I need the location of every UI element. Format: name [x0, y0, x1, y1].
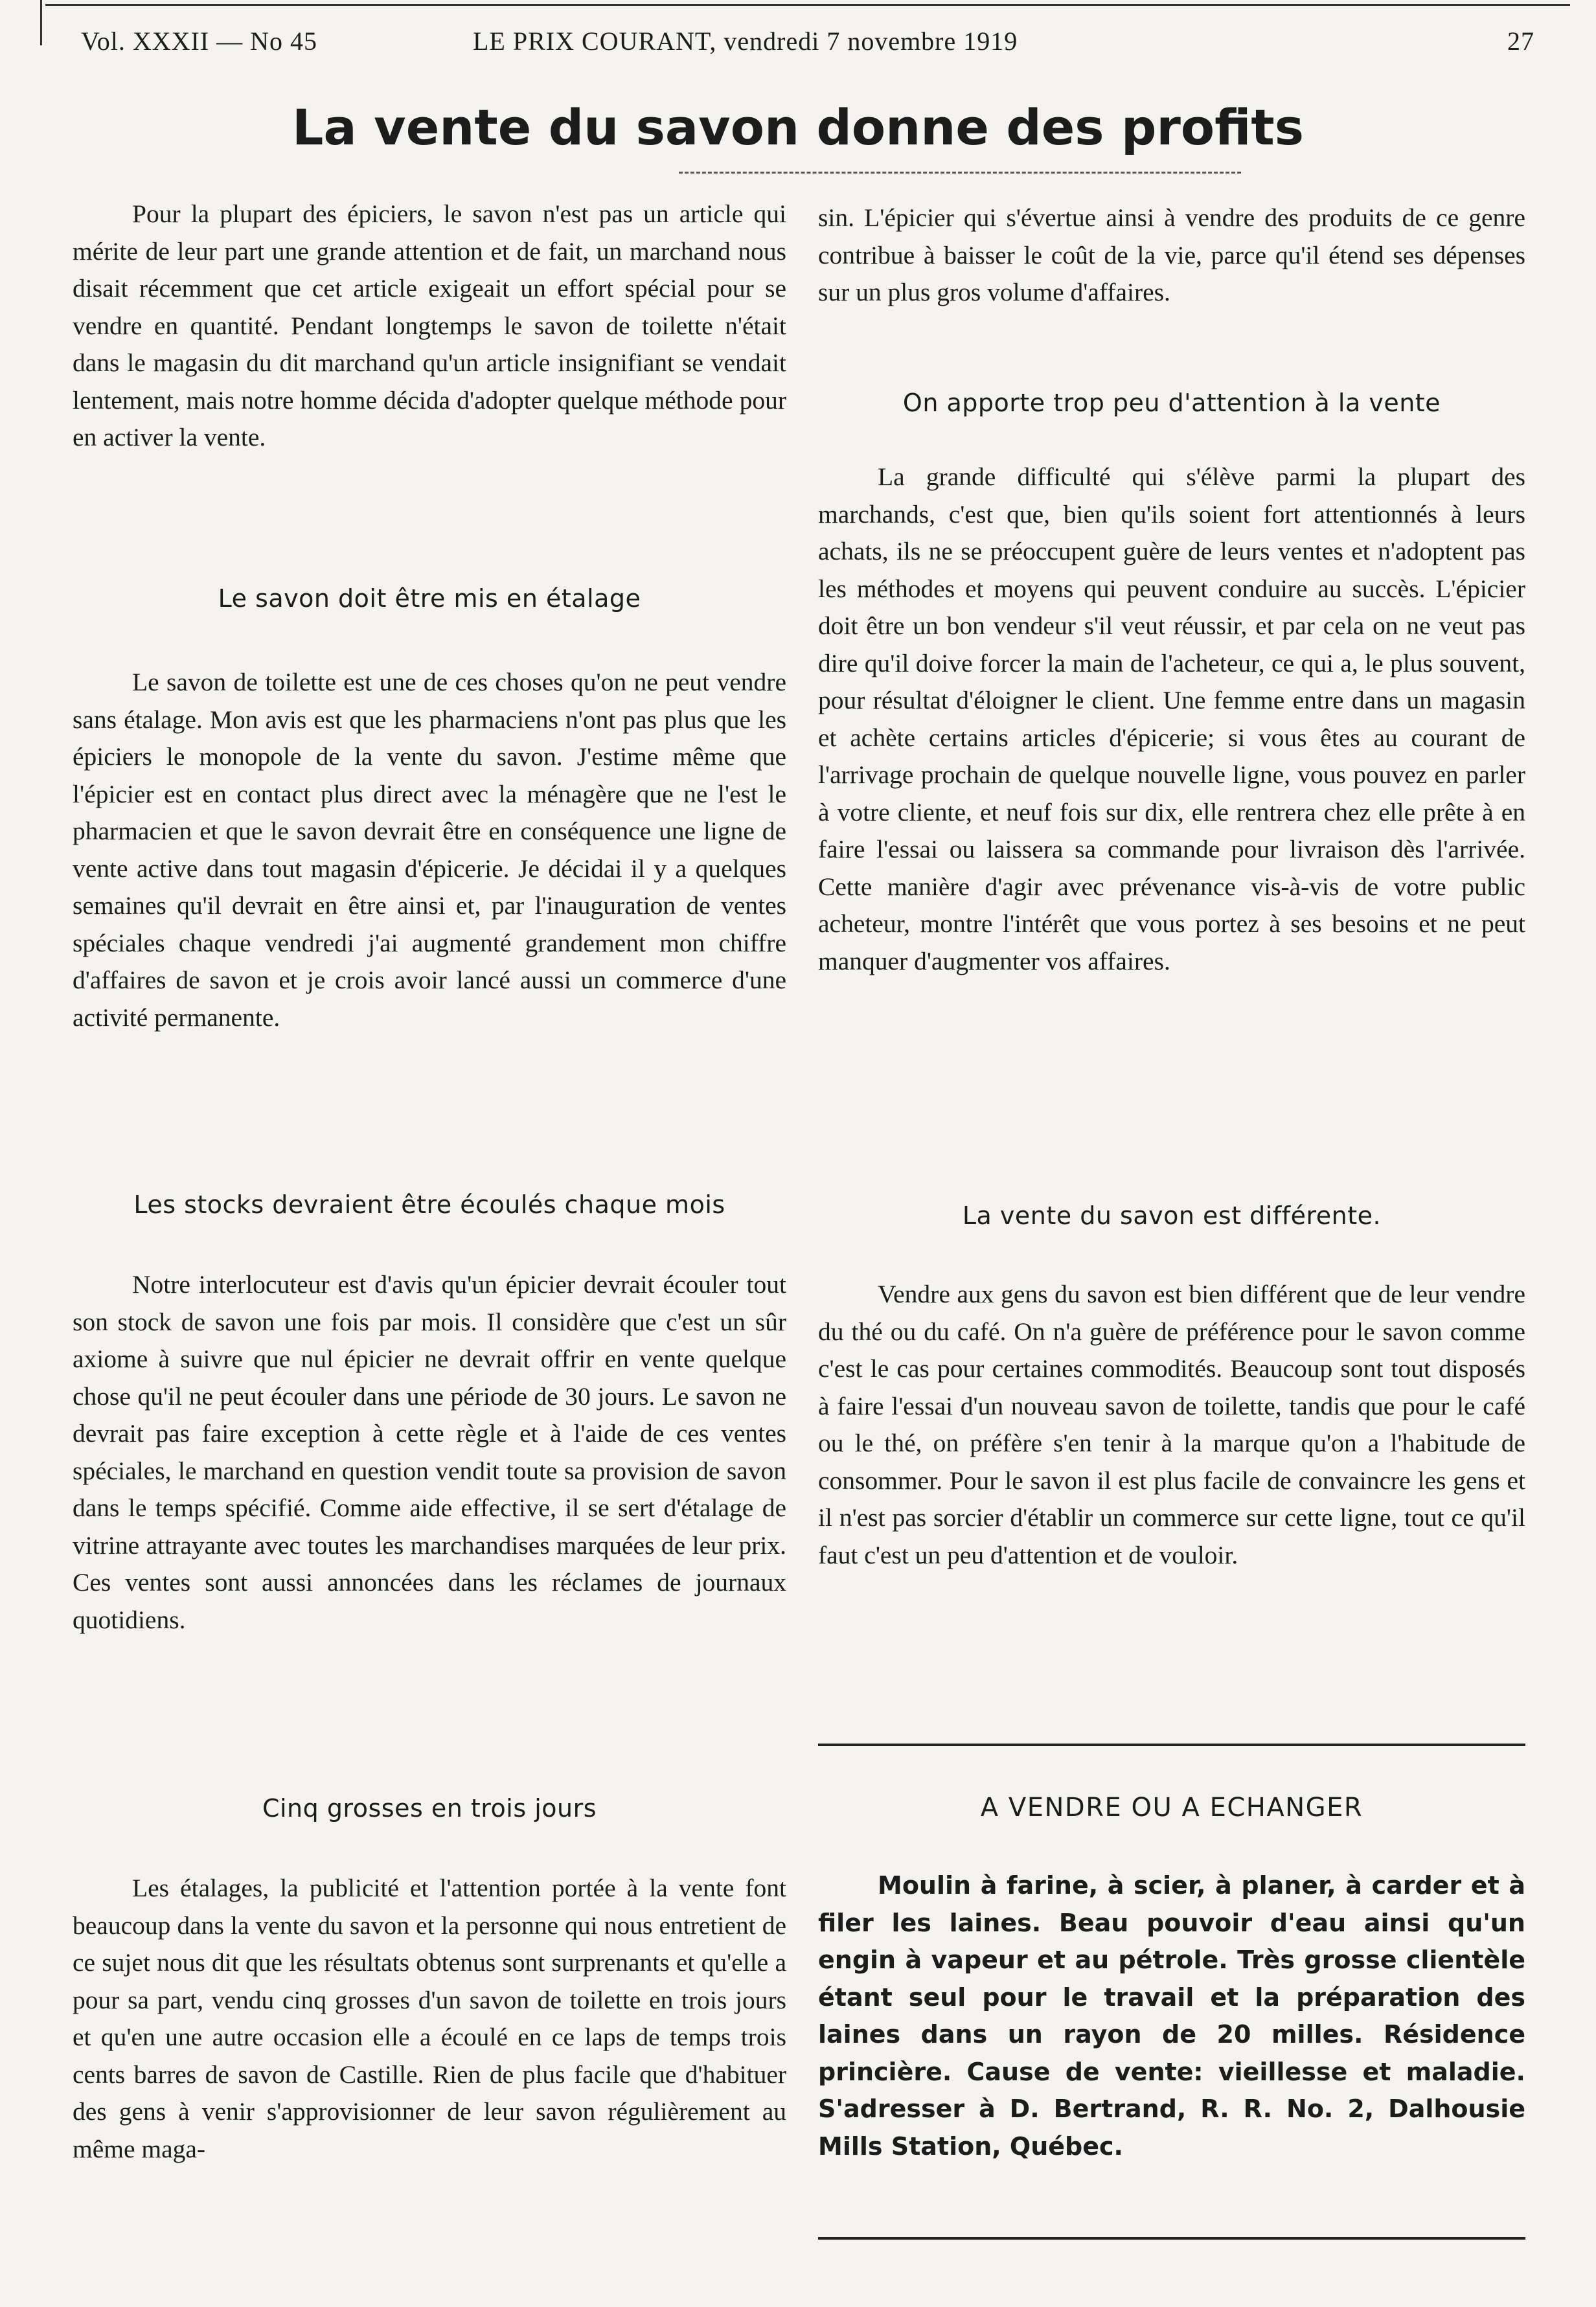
section-heading-attention: On apporte trop peu d'attention à la vente: [902, 389, 1441, 417]
article-title: La vente du savon donne des profits: [292, 98, 1304, 156]
classified-bottom-rule: [818, 2237, 1525, 2240]
section-heading-difference: La vente du savon est différente.: [962, 1201, 1382, 1230]
section-body-stocks: Notre interlocuteur est d'avis qu'un épicier devrait écouler tout son stock de savon une fois par mois. Il considère que c'est un sûr axiome à suivre que nul épicier ne devrait offrir en vente quelque chose qu'il ne peut écouler dans une période de 30 jours. Le savon ne devrait pas faire exception à cette règle et à l'aide de ces ventes spéciales, le marchand en question vendit toute sa provision de savon dans le temps spécifié. Comme aide effective, il se sert d'étalage de vitrine attrayante avec toutes les marchandises marquées de leur prix. Ces ventes sont aussi annoncées dans les réclames de journaux quotidiens.: [73, 1270, 786, 1634]
section-body-cinq-grosses: Les étalages, la publicité et l'attention portée à la vente font beaucoup dans la vente du savon et la personne qui nous entretient de ce sujet nous dit que les résultats obtenus sont surprenants et qu'elle a pour sa part, vendu cinq grosses d'un savon de toilette en trois jours et qu'en une autre occasion elle a écoulé en ce laps de temps trois cents barres de savon de Castille. Rien de plus facile que d'habituer des gens à venir s'approvisionner de leur savon régulièrement au même maga-: [73, 1874, 786, 2163]
section-body-etalage: Le savon de toilette est une de ces choses qu'on ne peut vendre sans étalage. Mon avis est que les pharmaciens n'ont pas plus que les épiciers le monopole de la vente du savon. J'estime même que l'épicier est en contact plus direct avec la ménagère que ne l'est le pharmacien et que le savon devrait être en conséquence une ligne de vente active dans tout magasin d'épicerie. Je décidai il y a quelques semaines qu'il devrait en être ainsi et, par l'inauguration de ventes spéciales chaque vendredi j'ai augmenté grandement mon chiffre d'affaires de savon et je crois avoir lancé aussi un commerce d'une activité permanente.: [73, 668, 786, 1032]
page-number: 27: [1507, 27, 1534, 56]
continuation-paragraph: sin. L'épicier qui s'évertue ainsi à vendre des produits de ce genre contribue à baisser le coût de la vie, parce qu'il étend ses dépenses sur un plus gros volume d'affaires.: [818, 203, 1525, 306]
title-rule: [679, 172, 1241, 174]
classified-heading: A VENDRE OU A ECHANGER: [980, 1793, 1363, 1823]
publication-date: LE PRIX COURANT, vendredi 7 novembre 1919: [473, 27, 1018, 56]
classified-ad-body: Moulin à farine, à scier, à planer, à carder et à filer les laines. Beau pouvoir d'eau ainsi qu'un engin à vapeur et au pétrole. Très grosse clientèle étant seul pour le travail et la préparation des laines dans un rayon de 20 milles. Résidence princière. Cause de vente: vieillesse et maladie. S'adresser à D. Bertrand, R. R. No. 2, Dalhousie Mills Station, Québec.: [818, 1871, 1525, 2161]
section-heading-cinq-grosses: Cinq grosses en trois jours: [262, 1794, 597, 1823]
section-body-difference: Vendre aux gens du savon est bien différent que de leur vendre du thé ou du café. On n'a guère de préférence pour le savon comme c'est le cas pour certaines commodités. Beaucoup sont tout disposés à faire l'essai d'un nouveau savon de toilette, tandis que pour le café ou le thé, on préfère s'en tenir à la marque qu'on a l'habitude de consommer. Pour le savon il est plus facile de convaincre les gens et il n'est pas sorcier d'établir un commerce sur cette ligne, tout ce qu'il faut c'est un peu d'attention et de vouloir.: [818, 1280, 1525, 1569]
running-head: [81, 26, 1534, 65]
side-rule: [40, 0, 42, 45]
section-heading-etalage: Le savon doit être mis en étalage: [218, 584, 641, 613]
intro-paragraph: Pour la plupart des épiciers, le savon n'est pas un article qui mérite de leur part une grande attention et de fait, un marchand nous disait récemment que cet article exigeait un effort spécial pour se vendre en quantité. Pendant longtemps le savon de toilette n'était dans le magasin du dit marchand qu'un article insignifiant se vendait lentement, mais notre homme décida d'adopter quelque méthode pour en activer la vente.: [73, 199, 786, 451]
top-rule: [45, 4, 1570, 6]
section-heading-stocks: Les stocks devraient être écoulés chaque mois: [133, 1190, 725, 1219]
classified-top-rule: [818, 1744, 1525, 1746]
section-body-attention: La grande difficulté qui s'élève parmi la plupart des marchands, c'est que, bien qu'ils soient fort attentionnés à leurs achats, ils ne se préoccupent guère de leurs ventes et n'adoptent pas les méthodes et moyens qui peuvent conduire au succès. L'épicier doit être un bon vendeur s'il veut réussir, et par cela on ne veut pas dire qu'il doive forcer la main de l'acheteur, ce qui a, le plus souvent, pour résultat d'éloigner le client. Une femme entre dans un magasin et achète certains articles d'épicerie; si vous êtes au courant de l'arrivage prochain de quelque nouvelle ligne, vous pouvez en parler à votre cliente, et neuf fois sur dix, elle rentrera chez elle prête à en faire l'essai ou laissera sa commande pour livraison dès l'arrivée. Cette manière d'agir avec prévenance vis-à-vis de votre public acheteur, montre l'intérêt que vous portez à ses besoins et ne peut manquer d'augmenter vos affaires.: [818, 462, 1525, 975]
volume-number: Vol. XXXII — No 45: [81, 27, 318, 56]
